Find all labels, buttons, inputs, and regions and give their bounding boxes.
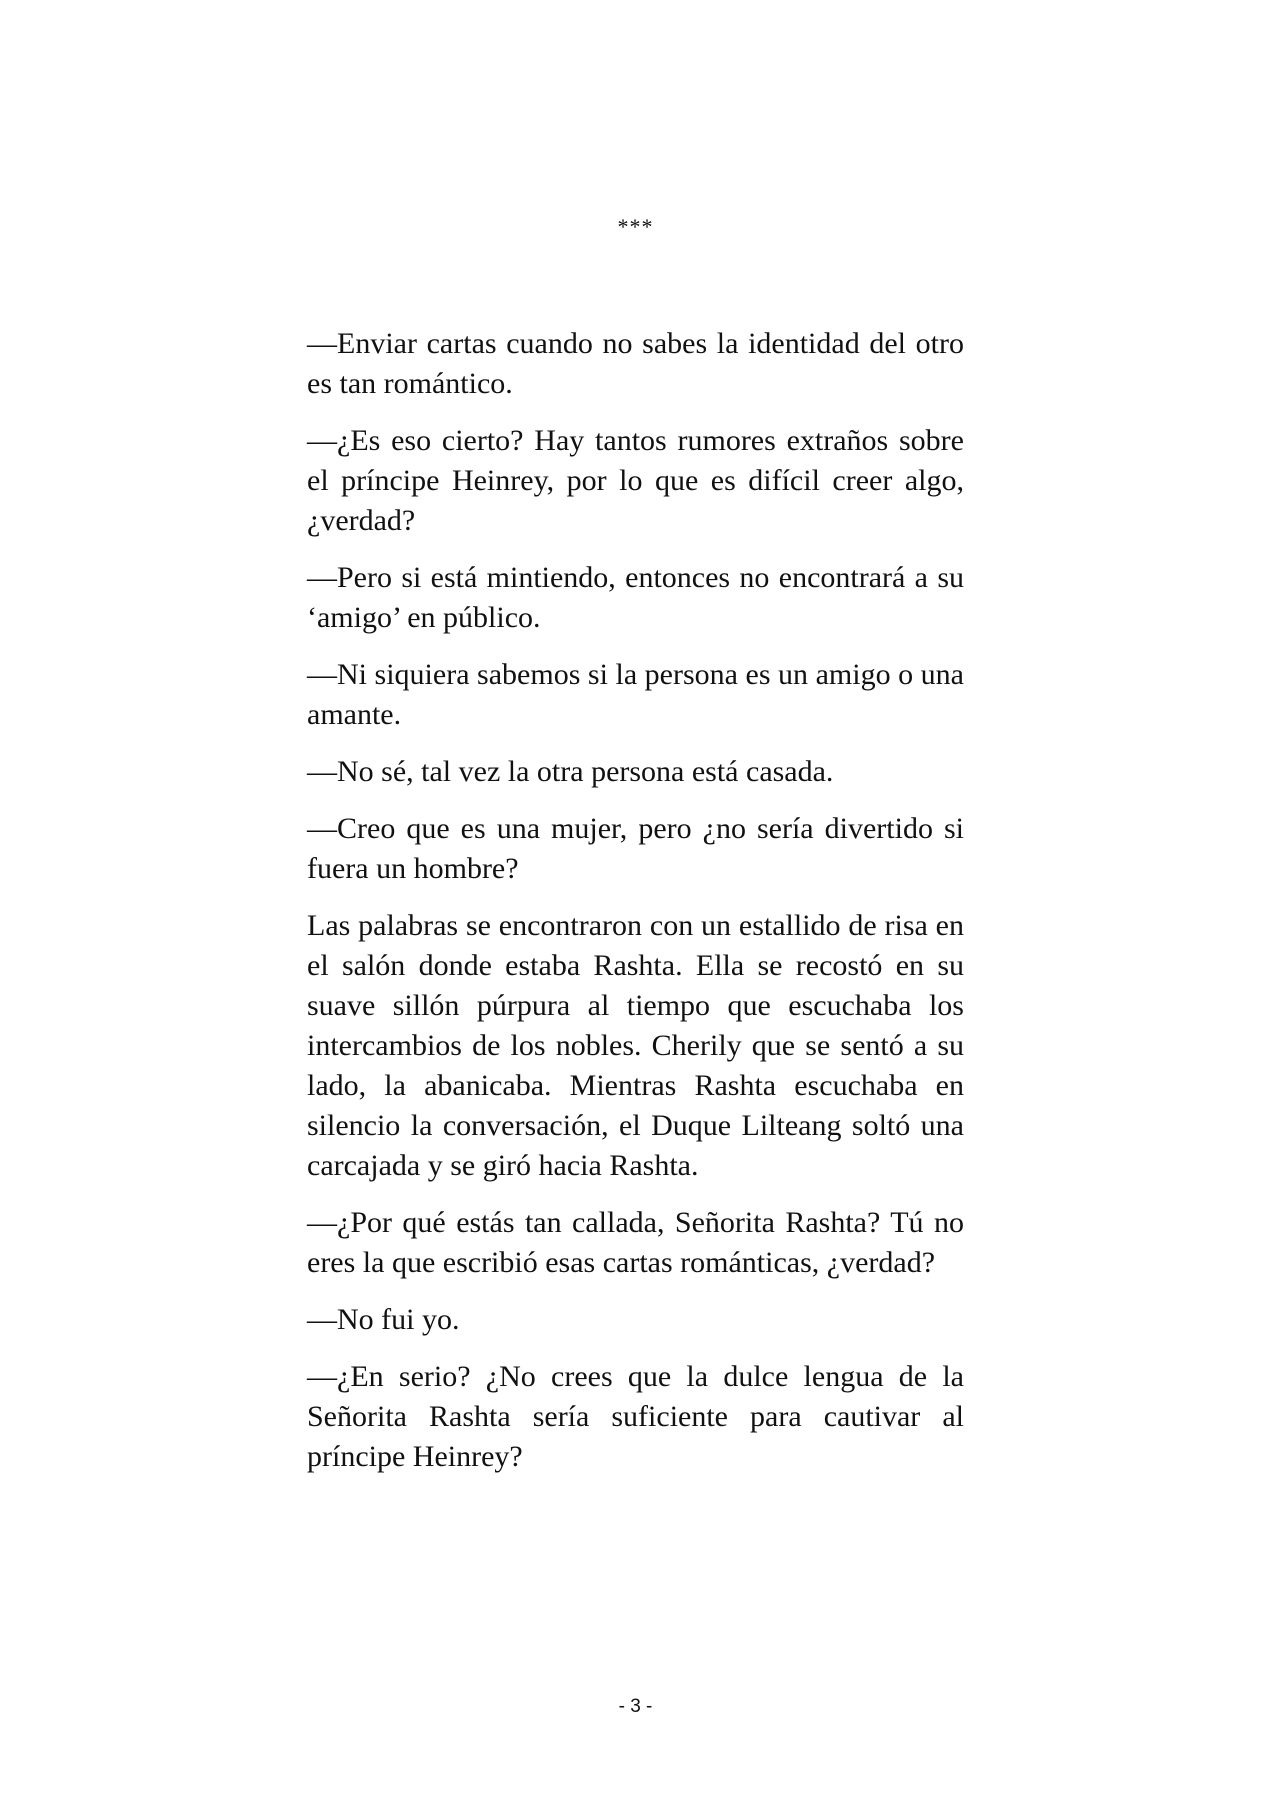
paragraph-6: —Creo que es una mujer, pero ¿no sería divertido si fuera un hombre? xyxy=(307,812,964,885)
paragraph-3: —Pero si está mintiendo, entonces no encontrará a su ‘amigo’ en público. xyxy=(307,561,964,634)
page-number: - 3 - xyxy=(618,1696,653,1717)
paragraph-9: —No fui yo. xyxy=(307,1303,460,1336)
paragraph-2: —¿Es eso cierto? Hay tantos rumores extraños sobre el príncipe Heinrey, por lo que es difícil creer algo, ¿verdad? xyxy=(307,424,964,537)
paragraph-10: —¿En serio? ¿No crees que la dulce lengua de la Señorita Rashta sería suficiente para cautivar al príncipe Heinrey? xyxy=(307,1360,964,1473)
paragraph-8: —¿Por qué estás tan callada, Señorita Rashta? Tú no eres la que escribió esas cartas románticas, ¿verdad? xyxy=(307,1206,964,1279)
paragraph-1: —Enviar cartas cuando no sabes la identidad del otro es tan romántico. xyxy=(307,327,964,400)
section-separator: *** xyxy=(617,214,654,239)
body-text xyxy=(307,324,964,1494)
paragraph-4: —Ni siquiera sabemos si la persona es un amigo o una amante. xyxy=(307,658,964,731)
paragraph-7: Las palabras se encontraron con un estallido de risa en el salón donde estaba Rashta. Ella se recostó en su suave sillón púrpura al tiempo que escuchaba los intercambios de los nobles. Cherily que se sentó a su lado, la abanicaba. Mientras Rashta escuchaba en silencio la conversación, el Duque Lilteang soltó una carcajada y se giró hacia Rashta. xyxy=(307,909,964,1182)
paragraph-5: —No sé, tal vez la otra persona está casada. xyxy=(307,755,834,788)
